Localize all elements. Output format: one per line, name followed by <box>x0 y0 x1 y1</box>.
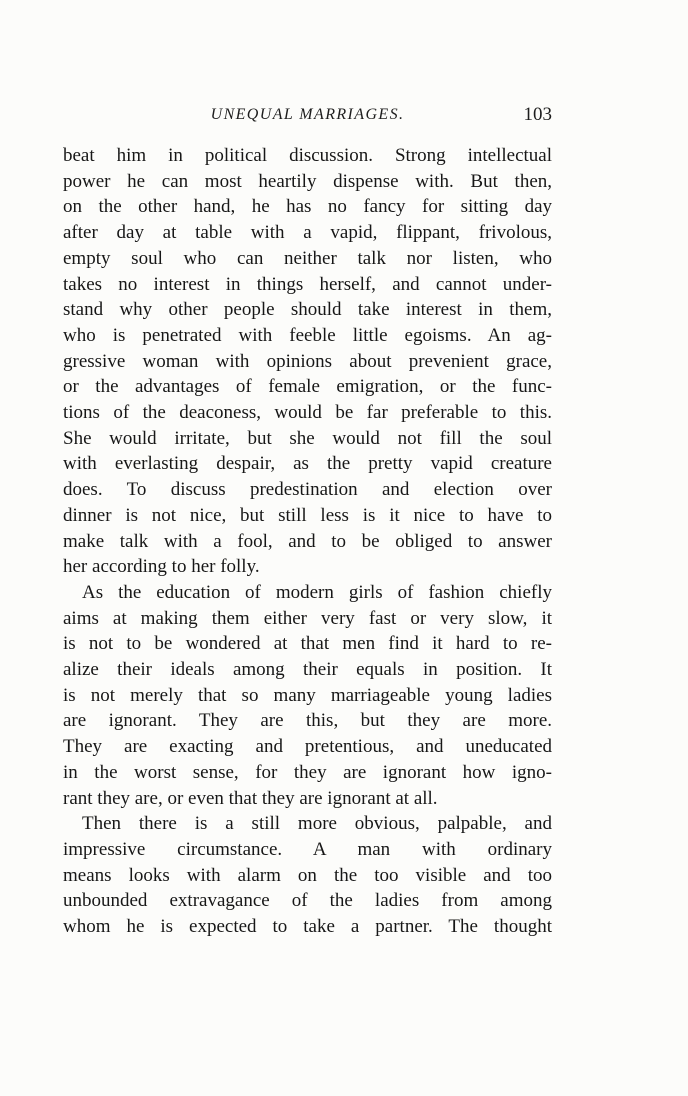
text-line: She would irritate, but she would not fill the soul <box>63 427 552 449</box>
text-line: with everlasting despair, as the pretty vapid creature <box>63 453 552 475</box>
text-line: takes no interest in things herself, and cannot under- <box>63 273 552 295</box>
text-line: Then there is a still more obvious, palpable, and <box>82 813 552 835</box>
text-line: her according to her folly. <box>63 556 260 578</box>
text-line: is not to be wondered at that men find it hard to re- <box>63 633 552 655</box>
text-line: in the worst sense, for they are ignorant how igno- <box>63 761 552 783</box>
text-line: unbounded extravagance of the ladies from among <box>63 890 552 912</box>
text-line: on the other hand, he has no fancy for sitting day <box>63 196 552 218</box>
text-line: As the education of modern girls of fashion chiefly <box>82 581 552 603</box>
text-line: gressive woman with opinions about prevenient grace, <box>63 350 552 372</box>
text-line: power he can most heartily dispense with. But then, <box>63 170 552 192</box>
running-header <box>63 104 552 130</box>
text-line: tions of the deaconess, would be far preferable to this. <box>63 402 552 424</box>
text-line: beat him in political discussion. Strong intellectual <box>63 145 552 166</box>
text-line: make talk with a fool, and to be obliged to answer <box>63 530 552 552</box>
text-line: or the advantages of female emigration, or the func- <box>63 376 552 398</box>
text-line: are ignorant. They are this, but they are more. <box>63 710 552 732</box>
text-line: whom he is expected to take a partner. The thought <box>63 916 552 938</box>
running-title: UNEQUAL MARRIAGES. <box>210 106 405 123</box>
text-line: does. To discuss predestination and election over <box>63 479 552 501</box>
text-line: alize their ideals among their equals in position. It <box>63 659 552 681</box>
text-line: is not merely that so many marriageable young ladies <box>63 684 552 706</box>
text-line: impressive circumstance. A man with ordinary <box>63 838 552 860</box>
text-line: means looks with alarm on the too visible and too <box>63 864 552 886</box>
text-line: stand why other people should take interest in them, <box>63 299 552 321</box>
page-body <box>63 143 552 940</box>
text-line: aims at making them either very fast or very slow, it <box>63 607 552 629</box>
page-number: 103 <box>523 104 552 125</box>
text-line: who is penetrated with feeble little egoisms. An ag- <box>63 324 552 346</box>
text-line: empty soul who can neither talk nor listen, who <box>63 247 552 269</box>
text-line: dinner is not nice, but still less is it nice to have to <box>63 504 552 526</box>
text-block <box>63 104 552 940</box>
text-line: after day at table with a vapid, flippant, frivolous, <box>63 222 552 244</box>
text-line: They are exacting and pretentious, and uneducated <box>63 736 552 758</box>
text-line: rant they are, or even that they are ignorant at all. <box>63 787 438 809</box>
